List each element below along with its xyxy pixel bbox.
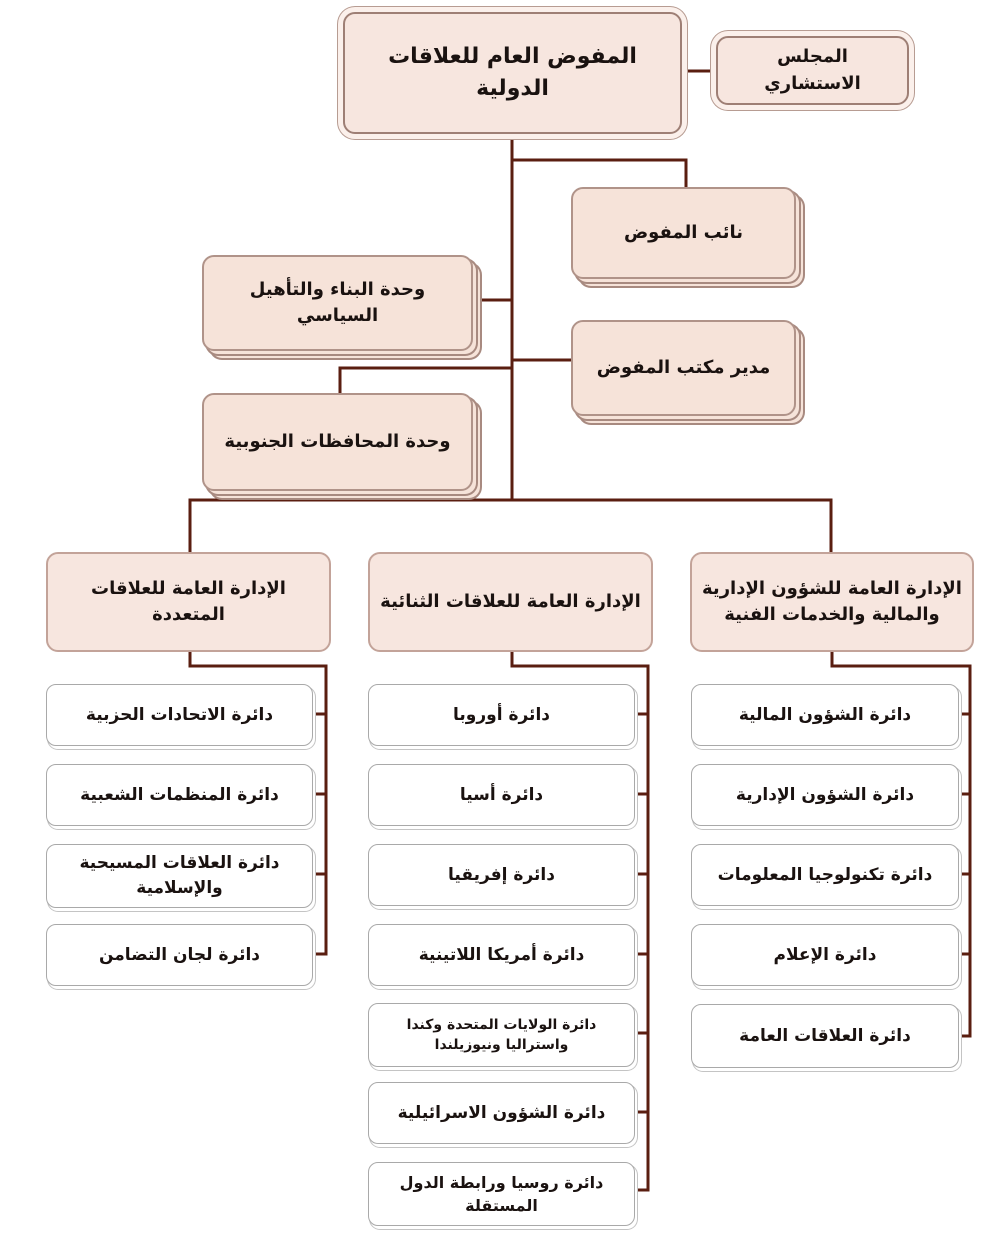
bilateral-department-box: [368, 552, 653, 652]
deputy-commissioner-box: [571, 187, 796, 279]
multilateral-item-label: دائرة الاتحادات الحزبية: [85, 704, 274, 725]
admin-department-box: [690, 552, 974, 652]
bilateral-item-label: دائرة روسيا ورابطة الدول المستقلة: [399, 1172, 604, 1215]
admin-item-media: [691, 924, 959, 986]
bilateral-item-israeli-affairs: [368, 1082, 635, 1144]
political-unit-label: وحدة البناء والتأهيل السياسي: [249, 278, 426, 326]
bilateral-item-africa: [368, 844, 635, 906]
bilateral-item-europe: [368, 684, 635, 746]
multilateral-item-party-unions: [46, 684, 313, 746]
multilateral-item-label: دائرة العلاقات المسيحية والإسلامية: [79, 853, 280, 898]
admin-item-it: [691, 844, 959, 906]
advisory-council-box: [716, 36, 909, 105]
admin-item-label: دائرة الإعلام: [773, 944, 877, 965]
multilateral-department-title: الإدارة العامة للعلاقات المتعددة: [91, 577, 286, 625]
admin-item-public-relations: [691, 1004, 959, 1068]
bilateral-item-label: دائرة أمريكا اللاتينية: [418, 944, 585, 965]
bilateral-item-label: دائرة الولايات المتحدة وكندا واستراليا ونيوزيلندا: [406, 1016, 597, 1053]
multilateral-item-solidarity-committees: [46, 924, 313, 986]
southern-unit-box: [202, 393, 473, 491]
admin-item-label: دائرة الشؤون الإدارية: [735, 784, 915, 805]
head-commissioner-box: [343, 12, 682, 134]
multilateral-item-christian-islamic-relations: [46, 844, 313, 908]
deputy-commissioner-label: نائب المفوض: [623, 221, 744, 243]
admin-item-label: دائرة تكنولوجيا المعلومات: [717, 864, 933, 885]
bilateral-department-title: الإدارة العامة للعلاقات الثنائية: [380, 590, 641, 612]
bilateral-item-label: دائرة أوروبا: [453, 704, 550, 725]
multilateral-item-label: دائرة لجان التضامن: [98, 944, 261, 965]
political-unit-box: [202, 255, 473, 351]
multilateral-department-box: [46, 552, 331, 652]
multilateral-item-label: دائرة المنظمات الشعبية: [80, 784, 279, 805]
head-commissioner-label: المفوض العام للعلاقات الدولية: [388, 44, 637, 101]
bilateral-item-asia: [368, 764, 635, 826]
admin-item-finance: [691, 684, 959, 746]
southern-unit-label: وحدة المحافظات الجنوبية: [224, 430, 451, 452]
advisory-council-label: المجلس الاستشاري: [764, 46, 861, 94]
office-director-label: مدير مكتب المفوض: [596, 356, 771, 378]
admin-department-title: الإدارة العامة للشؤون الإدارية والمالية والخدمات الفنية: [702, 577, 962, 625]
bilateral-item-label: دائرة إفريقيا: [448, 864, 555, 885]
multilateral-item-popular-organizations: [46, 764, 313, 826]
bilateral-item-label: دائرة الشؤون الاسرائيلية: [397, 1102, 606, 1123]
admin-item-label: دائرة العلاقات العامة: [739, 1025, 911, 1046]
admin-item-label: دائرة الشؤون المالية: [738, 704, 912, 725]
admin-item-administrative: [691, 764, 959, 826]
bilateral-item-label: دائرة أسيا: [459, 784, 544, 805]
bilateral-item-usa-canada-australia-nz: [368, 1003, 635, 1067]
office-director-box: [571, 320, 796, 416]
bilateral-item-latin-america: [368, 924, 635, 986]
bilateral-item-russia-cis: [368, 1162, 635, 1226]
